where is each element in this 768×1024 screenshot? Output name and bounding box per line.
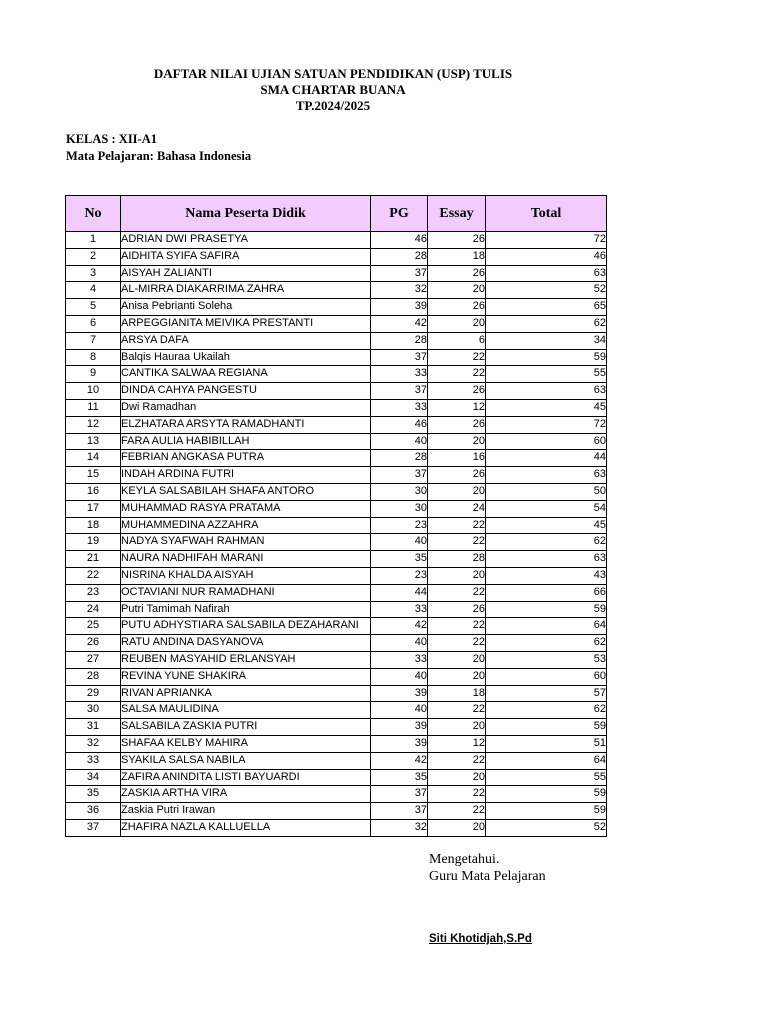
cell-essay: 22 xyxy=(428,786,486,803)
cell-pg: 42 xyxy=(371,618,428,635)
cell-name: ARSYA DAFA xyxy=(121,332,371,349)
cell-essay: 20 xyxy=(428,433,486,450)
cell-no: 1 xyxy=(66,232,121,249)
cell-total: 59 xyxy=(486,719,607,736)
cell-total: 52 xyxy=(486,819,607,836)
cell-essay: 20 xyxy=(428,769,486,786)
cell-pg: 23 xyxy=(371,517,428,534)
cell-pg: 28 xyxy=(371,248,428,265)
cell-pg: 40 xyxy=(371,702,428,719)
cell-name: ZAFIRA ANINDITA LISTI BAYUARDI xyxy=(121,769,371,786)
table-row xyxy=(66,735,607,752)
cell-name: OCTAVIANI NUR RAMADHANI xyxy=(121,584,371,601)
cell-total: 72 xyxy=(486,416,607,433)
cell-name: SHAFAA KELBY MAHIRA xyxy=(121,735,371,752)
cell-essay: 22 xyxy=(428,618,486,635)
cell-no: 33 xyxy=(66,752,121,769)
cell-pg: 39 xyxy=(371,719,428,736)
cell-total: 63 xyxy=(486,265,607,282)
cell-name: ELZHATARA ARSYTA RAMADHANTI xyxy=(121,416,371,433)
cell-total: 60 xyxy=(486,668,607,685)
table-row xyxy=(66,702,607,719)
cell-total: 34 xyxy=(486,332,607,349)
cell-pg: 33 xyxy=(371,651,428,668)
cell-total: 59 xyxy=(486,601,607,618)
cell-no: 36 xyxy=(66,803,121,820)
cell-no: 11 xyxy=(66,399,121,416)
cell-essay: 12 xyxy=(428,399,486,416)
cell-no: 18 xyxy=(66,517,121,534)
cell-name: ZHAFIRA NAZLA KALLUELLA xyxy=(121,819,371,836)
cell-name: AL-MIRRA DIAKARRIMA ZAHRA xyxy=(121,282,371,299)
acknowledge-label: Mengetahui. xyxy=(429,852,500,867)
cell-total: 59 xyxy=(486,803,607,820)
subject-label: Mata Pelajaran: Bahasa Indonesia xyxy=(66,149,252,163)
table-row xyxy=(66,416,607,433)
school-name: SMA CHARTAR BUANA xyxy=(260,82,406,97)
cell-name: REUBEN MASYAHID ERLANSYAH xyxy=(121,651,371,668)
cell-no: 31 xyxy=(66,719,121,736)
cell-no: 23 xyxy=(66,584,121,601)
cell-essay: 18 xyxy=(428,248,486,265)
table-row xyxy=(66,315,607,332)
cell-no: 19 xyxy=(66,534,121,551)
cell-essay: 22 xyxy=(428,517,486,534)
cell-pg: 37 xyxy=(371,467,428,484)
cell-pg: 42 xyxy=(371,315,428,332)
table-row xyxy=(66,383,607,400)
document-title-block xyxy=(0,66,666,114)
cell-pg: 33 xyxy=(371,366,428,383)
cell-no: 4 xyxy=(66,282,121,299)
grades-body xyxy=(66,232,607,837)
cell-essay: 6 xyxy=(428,332,486,349)
cell-name: Anisa Pebrianti Soleha xyxy=(121,299,371,316)
cell-name: Putri Tamimah Nafirah xyxy=(121,601,371,618)
cell-name: RIVAN APRIANKA xyxy=(121,685,371,702)
cell-essay: 28 xyxy=(428,551,486,568)
cell-no: 29 xyxy=(66,685,121,702)
cell-total: 64 xyxy=(486,618,607,635)
teacher-role: Guru Mata Pelajaran xyxy=(429,869,546,884)
table-row xyxy=(66,685,607,702)
cell-essay: 22 xyxy=(428,534,486,551)
cell-pg: 46 xyxy=(371,232,428,249)
cell-no: 27 xyxy=(66,651,121,668)
cell-name: NAURA NADHIFAH MARANI xyxy=(121,551,371,568)
cell-total: 45 xyxy=(486,517,607,534)
cell-no: 10 xyxy=(66,383,121,400)
cell-pg: 40 xyxy=(371,635,428,652)
cell-pg: 32 xyxy=(371,282,428,299)
header-total: Total xyxy=(486,196,607,232)
header-essay: Essay xyxy=(428,196,486,232)
cell-essay: 26 xyxy=(428,383,486,400)
signer-name: Siti Khotidjah,S.Pd xyxy=(429,933,532,945)
cell-total: 55 xyxy=(486,769,607,786)
cell-essay: 16 xyxy=(428,450,486,467)
cell-name: NADYA SYAFWAH RAHMAN xyxy=(121,534,371,551)
cell-total: 63 xyxy=(486,467,607,484)
table-row xyxy=(66,282,607,299)
cell-total: 62 xyxy=(486,702,607,719)
cell-name: Balqis Hauraa Ukailah xyxy=(121,349,371,366)
table-row xyxy=(66,232,607,249)
cell-name: REVINA YUNE SHAKIRA xyxy=(121,668,371,685)
header-name: Nama Peserta Didik xyxy=(121,196,371,232)
table-row xyxy=(66,500,607,517)
cell-no: 6 xyxy=(66,315,121,332)
cell-essay: 26 xyxy=(428,232,486,249)
cell-no: 2 xyxy=(66,248,121,265)
cell-name: INDAH ARDINA FUTRI xyxy=(121,467,371,484)
cell-name: ARPEGGIANITA MEIVIKA PRESTANTI xyxy=(121,315,371,332)
cell-name: PUTU ADHYSTIARA SALSABILA DEZAHARANI xyxy=(121,618,371,635)
cell-total: 46 xyxy=(486,248,607,265)
cell-total: 62 xyxy=(486,315,607,332)
cell-no: 22 xyxy=(66,567,121,584)
cell-essay: 22 xyxy=(428,584,486,601)
cell-essay: 22 xyxy=(428,366,486,383)
cell-pg: 46 xyxy=(371,416,428,433)
cell-essay: 26 xyxy=(428,299,486,316)
cell-essay: 20 xyxy=(428,651,486,668)
cell-no: 17 xyxy=(66,500,121,517)
cell-no: 15 xyxy=(66,467,121,484)
cell-no: 35 xyxy=(66,786,121,803)
cell-total: 45 xyxy=(486,399,607,416)
cell-pg: 42 xyxy=(371,752,428,769)
document-title: DAFTAR NILAI UJIAN SATUAN PENDIDIKAN (USP) TULIS xyxy=(153,66,513,81)
table-row xyxy=(66,517,607,534)
cell-total: 52 xyxy=(486,282,607,299)
cell-name: NISRINA KHALDA AISYAH xyxy=(121,567,371,584)
header-pg: PG xyxy=(371,196,428,232)
cell-total: 66 xyxy=(486,584,607,601)
grades-table xyxy=(65,195,607,837)
cell-total: 43 xyxy=(486,567,607,584)
table-row xyxy=(66,668,607,685)
cell-name: AISYAH ZALIANTI xyxy=(121,265,371,282)
table-row xyxy=(66,752,607,769)
cell-pg: 37 xyxy=(371,803,428,820)
cell-pg: 35 xyxy=(371,769,428,786)
cell-total: 53 xyxy=(486,651,607,668)
cell-essay: 20 xyxy=(428,819,486,836)
cell-pg: 39 xyxy=(371,735,428,752)
table-row xyxy=(66,399,607,416)
table-row xyxy=(66,551,607,568)
cell-pg: 39 xyxy=(371,299,428,316)
cell-pg: 40 xyxy=(371,433,428,450)
cell-total: 62 xyxy=(486,534,607,551)
cell-essay: 20 xyxy=(428,719,486,736)
cell-total: 44 xyxy=(486,450,607,467)
cell-name: RATU ANDINA DASYANOVA xyxy=(121,635,371,652)
table-row xyxy=(66,769,607,786)
cell-pg: 33 xyxy=(371,399,428,416)
cell-no: 34 xyxy=(66,769,121,786)
cell-pg: 23 xyxy=(371,567,428,584)
cell-total: 57 xyxy=(486,685,607,702)
cell-name: AIDHITA SYIFA SAFIRA xyxy=(121,248,371,265)
cell-name: KEYLA SALSABILAH SHAFA ANTORO xyxy=(121,483,371,500)
table-row xyxy=(66,601,607,618)
cell-name: FEBRIAN ANGKASA PUTRA xyxy=(121,450,371,467)
cell-essay: 20 xyxy=(428,668,486,685)
cell-no: 5 xyxy=(66,299,121,316)
table-row xyxy=(66,635,607,652)
table-row xyxy=(66,618,607,635)
table-row xyxy=(66,584,607,601)
cell-essay: 22 xyxy=(428,752,486,769)
cell-total: 62 xyxy=(486,635,607,652)
cell-no: 37 xyxy=(66,819,121,836)
table-row xyxy=(66,450,607,467)
cell-name: ZASKIA ARTHA VIRA xyxy=(121,786,371,803)
table-row xyxy=(66,299,607,316)
cell-name: SYAKILA SALSA NABILA xyxy=(121,752,371,769)
cell-pg: 35 xyxy=(371,551,428,568)
table-row xyxy=(66,349,607,366)
cell-total: 51 xyxy=(486,735,607,752)
cell-name: SALSABILA ZASKIA PUTRI xyxy=(121,719,371,736)
cell-no: 21 xyxy=(66,551,121,568)
cell-pg: 32 xyxy=(371,819,428,836)
cell-essay: 20 xyxy=(428,315,486,332)
cell-no: 26 xyxy=(66,635,121,652)
cell-no: 12 xyxy=(66,416,121,433)
cell-no: 25 xyxy=(66,618,121,635)
cell-essay: 20 xyxy=(428,282,486,299)
cell-name: CANTIKA SALWAA REGIANA xyxy=(121,366,371,383)
cell-total: 65 xyxy=(486,299,607,316)
cell-pg: 44 xyxy=(371,584,428,601)
table-row xyxy=(66,534,607,551)
table-row xyxy=(66,567,607,584)
class-label: KELAS : XII-A1 xyxy=(66,132,157,146)
cell-total: 50 xyxy=(486,483,607,500)
cell-essay: 22 xyxy=(428,635,486,652)
table-row xyxy=(66,332,607,349)
cell-name: MUHAMMEDINA AZZAHRA xyxy=(121,517,371,534)
cell-pg: 37 xyxy=(371,349,428,366)
cell-name: Zaskia Putri Irawan xyxy=(121,803,371,820)
table-row xyxy=(66,786,607,803)
cell-essay: 22 xyxy=(428,702,486,719)
cell-essay: 24 xyxy=(428,500,486,517)
cell-pg: 30 xyxy=(371,483,428,500)
cell-essay: 20 xyxy=(428,483,486,500)
cell-total: 55 xyxy=(486,366,607,383)
cell-pg: 37 xyxy=(371,786,428,803)
cell-name: ADRIAN DWI PRASETYA xyxy=(121,232,371,249)
cell-total: 72 xyxy=(486,232,607,249)
cell-no: 9 xyxy=(66,366,121,383)
cell-essay: 12 xyxy=(428,735,486,752)
cell-no: 28 xyxy=(66,668,121,685)
cell-pg: 40 xyxy=(371,668,428,685)
cell-pg: 28 xyxy=(371,332,428,349)
cell-essay: 18 xyxy=(428,685,486,702)
table-row xyxy=(66,366,607,383)
cell-name: DINDA CAHYA PANGESTU xyxy=(121,383,371,400)
cell-name: MUHAMMAD RASYA PRATAMA xyxy=(121,500,371,517)
header-no: No xyxy=(66,196,121,232)
cell-essay: 26 xyxy=(428,467,486,484)
cell-essay: 26 xyxy=(428,416,486,433)
cell-no: 7 xyxy=(66,332,121,349)
cell-pg: 37 xyxy=(371,265,428,282)
cell-pg: 30 xyxy=(371,500,428,517)
cell-no: 14 xyxy=(66,450,121,467)
school-year: TP.2024/2025 xyxy=(295,98,371,113)
cell-essay: 26 xyxy=(428,265,486,282)
cell-essay: 26 xyxy=(428,601,486,618)
cell-total: 63 xyxy=(486,551,607,568)
cell-no: 13 xyxy=(66,433,121,450)
cell-pg: 33 xyxy=(371,601,428,618)
cell-pg: 28 xyxy=(371,450,428,467)
cell-no: 24 xyxy=(66,601,121,618)
cell-total: 60 xyxy=(486,433,607,450)
cell-pg: 39 xyxy=(371,685,428,702)
cell-total: 59 xyxy=(486,349,607,366)
cell-total: 54 xyxy=(486,500,607,517)
cell-total: 59 xyxy=(486,786,607,803)
cell-essay: 20 xyxy=(428,567,486,584)
cell-name: FARA AULIA HABIBILLAH xyxy=(121,433,371,450)
table-row xyxy=(66,819,607,836)
table-row xyxy=(66,467,607,484)
cell-essay: 22 xyxy=(428,349,486,366)
cell-pg: 40 xyxy=(371,534,428,551)
table-row xyxy=(66,719,607,736)
table-row xyxy=(66,265,607,282)
cell-no: 30 xyxy=(66,702,121,719)
table-row xyxy=(66,248,607,265)
table-row xyxy=(66,803,607,820)
cell-no: 8 xyxy=(66,349,121,366)
table-row xyxy=(66,651,607,668)
cell-name: SALSA MAULIDINA xyxy=(121,702,371,719)
cell-pg: 37 xyxy=(371,383,428,400)
cell-no: 16 xyxy=(66,483,121,500)
cell-total: 63 xyxy=(486,383,607,400)
table-row xyxy=(66,433,607,450)
cell-name: Dwi Ramadhan xyxy=(121,399,371,416)
cell-essay: 22 xyxy=(428,803,486,820)
cell-no: 3 xyxy=(66,265,121,282)
table-header-row xyxy=(66,196,607,232)
cell-total: 64 xyxy=(486,752,607,769)
cell-no: 32 xyxy=(66,735,121,752)
table-row xyxy=(66,483,607,500)
